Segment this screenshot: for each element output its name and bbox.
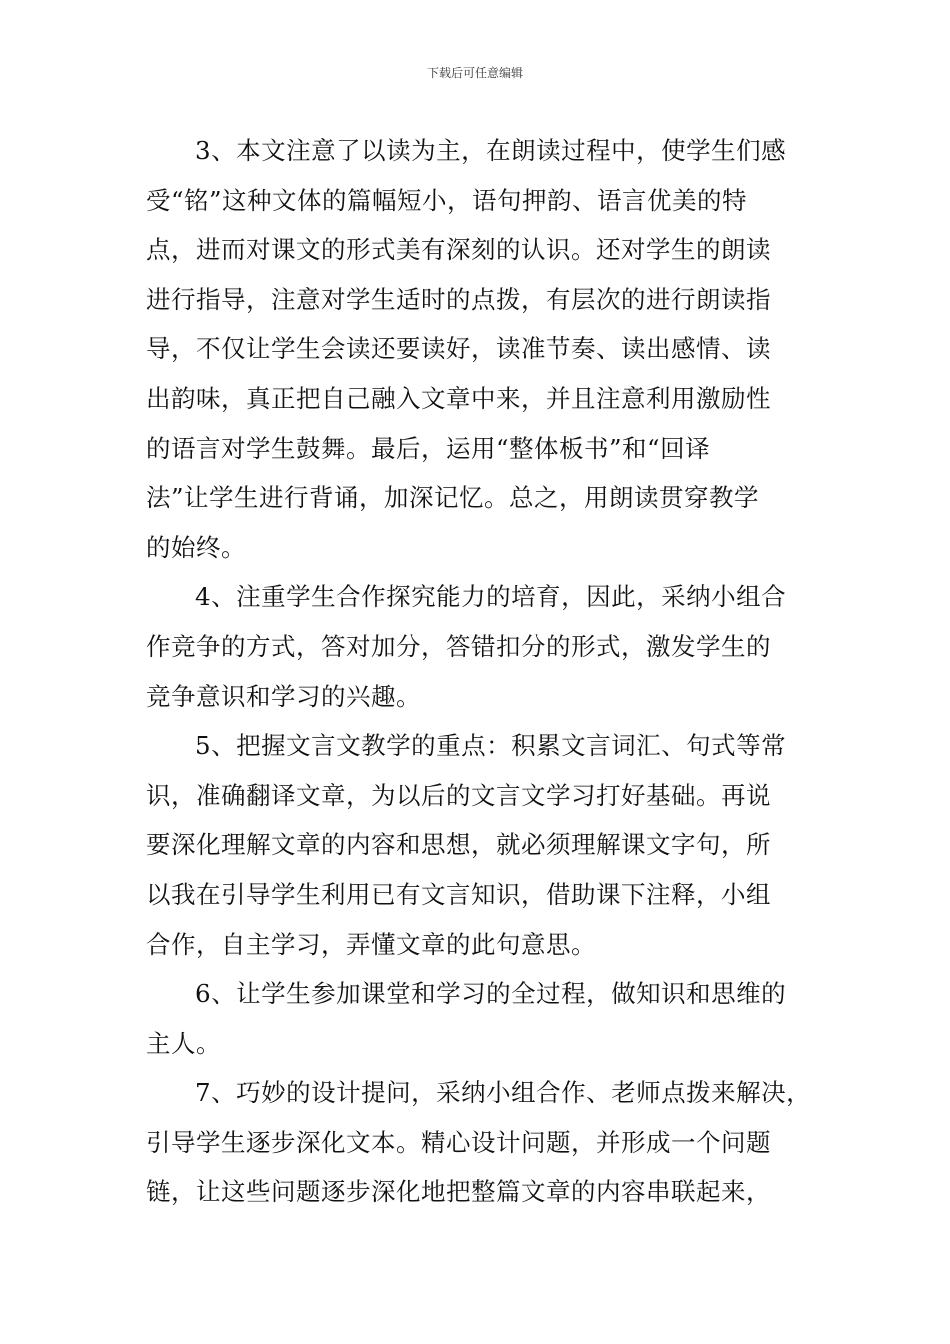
text-line: 链，让这些问题逐步深化地把整篇文章的内容串联起来， (146, 1177, 771, 1207)
text-line: 作竞争的方式，答对加分，答错扣分的形式，激发学生的 (146, 631, 771, 661)
document-body (146, 126, 812, 1217)
text-line: 受“铭”这种文体的篇幅短小，语句押韵、语言优美的特 (146, 185, 748, 215)
text-line: 以我在引导学生利用已有文言知识，借助课下注释，小组 (146, 879, 771, 909)
text-line: 7、巧妙的设计提问，采纳小组合作、老师点拨来解决， (195, 1078, 812, 1108)
text-line: 6、让学生参加课堂和学习的全过程，做知识和思维的 (195, 979, 787, 1009)
text-line: 的始终。 (146, 532, 246, 562)
text-line: 出韵味，真正把自己融入文章中来，并且注意利用激励性 (146, 383, 771, 413)
text-line: 导，不仅让学生会读还要读好，读准节奏、读出感情、读 (146, 334, 771, 364)
text-line: 进行指导，注意对学生适时的点拨，有层次的进行朗读指 (146, 284, 771, 314)
page-header: 下载后可任意编辑 (426, 66, 523, 80)
text-line: 主人。 (146, 1028, 221, 1058)
text-line: 合作，自主学习，弄懂文章的此句意思。 (146, 929, 596, 959)
text-line: 3、本文注意了以读为主，在朗读过程中，使学生们感 (195, 136, 787, 165)
text-line: 要深化理解文章的内容和思想，就必须理解课文字句，所 (146, 830, 771, 860)
text-line: 竞争意识和学习的兴趣。 (146, 681, 421, 711)
text-line: 点，进而对课文的形式美有深刻的认识。还对学生的朗读 (146, 235, 771, 265)
text-line: 识，准确翻译文章，为以后的文言文学习打好基础。再说 (146, 780, 771, 810)
text-line: 引导学生逐步深化文本。精心设计问题，并形成一个问题 (146, 1127, 771, 1157)
text-line: 4、注重学生合作探究能力的培育，因此，采纳小组合 (195, 582, 787, 612)
text-line: 的语言对学生鼓舞。最后，运用“整体板书”和“回译 (146, 433, 711, 463)
text-line: 5、把握文言文教学的重点：积累文言词汇、句式等常 (195, 731, 787, 761)
text-line: 法”让学生进行背诵，加深记忆。总之，用朗读贯穿教学 (146, 483, 760, 513)
